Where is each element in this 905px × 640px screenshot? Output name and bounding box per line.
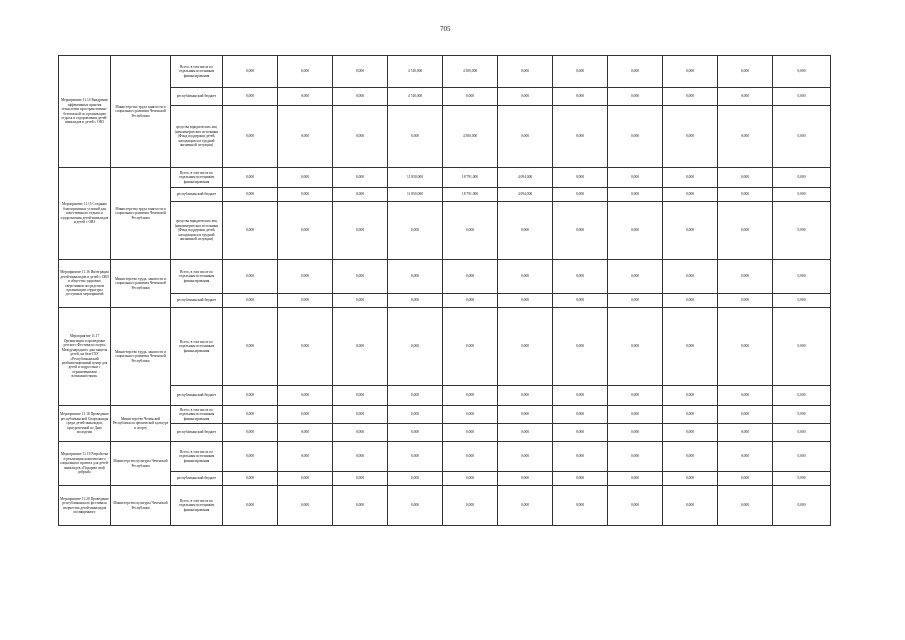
amount-cell: 0,000 xyxy=(443,386,498,406)
table-row xyxy=(59,188,831,202)
amount-cell: 0,000 xyxy=(443,424,498,442)
table-row xyxy=(59,424,831,442)
amount-cell: 0,000 xyxy=(223,88,278,106)
amount-cell: 0,000 xyxy=(223,56,278,88)
amount-cell: 0,000 xyxy=(333,188,388,202)
amount-cell: 0,000 xyxy=(278,88,333,106)
amount-cell: 0,000 xyxy=(718,386,773,406)
amount-cell: 0,000 xyxy=(608,88,663,106)
amount-cell: 0,000 xyxy=(223,486,278,526)
amount-cell: 0,000 xyxy=(608,442,663,472)
amount-cell: 0,000 xyxy=(333,472,388,486)
funding-source-cell: республиканский бюджет xyxy=(171,188,223,202)
amount-cell: 0,000 xyxy=(278,188,333,202)
amount-cell: 0,000 xyxy=(333,168,388,188)
amount-cell: 0,000 xyxy=(663,88,718,106)
amount-cell: 0,000 xyxy=(498,424,553,442)
amount-cell: 0,000 xyxy=(333,56,388,88)
amount-cell: 0,000 xyxy=(498,106,553,168)
amount-cell: 0,000 xyxy=(498,442,553,472)
funding-source-cell: республиканский бюджет xyxy=(171,294,223,308)
amount-cell: 0,000 xyxy=(443,472,498,486)
funding-source-cell: республиканский бюджет xyxy=(171,386,223,406)
executor-cell: Министерство культуры Чеченской Республики xyxy=(111,486,171,526)
amount-cell: 0,000 xyxy=(388,472,443,486)
amount-cell: 0,000 xyxy=(773,442,831,472)
amount-cell: 0,000 xyxy=(773,88,831,106)
funding-source-cell: средства юридических лиц (некоммерческих источники (Фонд поддержки детей, находящихся в трудной жизненной ситуации) xyxy=(171,106,223,168)
amount-cell: 0,000 xyxy=(443,486,498,526)
amount-cell: 0,000 xyxy=(553,486,608,526)
amount-cell: 0,000 xyxy=(663,406,718,424)
amount-cell: 4 740,000 xyxy=(388,88,443,106)
amount-cell: 0,000 xyxy=(388,486,443,526)
amount-cell: 0,000 xyxy=(663,424,718,442)
amount-cell: 0,000 xyxy=(663,56,718,88)
amount-cell: 0,000 xyxy=(498,386,553,406)
amount-cell: 0,000 xyxy=(278,424,333,442)
executor-cell: Министерство культуры Чеченской Республики xyxy=(111,442,171,486)
amount-cell: 0,000 xyxy=(278,294,333,308)
amount-cell: 0,000 xyxy=(608,472,663,486)
amount-cell: 0,000 xyxy=(773,386,831,406)
amount-cell: 0,000 xyxy=(553,168,608,188)
amount-cell: 0,000 xyxy=(553,56,608,88)
amount-cell: 0,000 xyxy=(278,168,333,188)
amount-cell: 0,000 xyxy=(608,294,663,308)
amount-cell: 0,000 xyxy=(608,106,663,168)
funding-source-cell: Всего, в том числе по отдельным источникам финансирования xyxy=(171,406,223,424)
amount-cell: 0,000 xyxy=(498,308,553,386)
amount-cell: 0,000 xyxy=(553,386,608,406)
amount-cell: 4 500,000 xyxy=(443,56,498,88)
amount-cell: 0,000 xyxy=(718,442,773,472)
amount-cell: 0,000 xyxy=(663,188,718,202)
funding-source-cell: Всего, в том числе по отдельным источникам финансирования xyxy=(171,486,223,526)
amount-cell: 0,000 xyxy=(608,188,663,202)
executor-cell: Министерство труда, занятости и социального развития Чеченской Республики xyxy=(111,260,171,308)
amount-cell: 0,000 xyxy=(773,260,831,294)
amount-cell: 0,000 xyxy=(498,294,553,308)
funding-source-cell: Всего, в том числе по отдельным источникам финансирования xyxy=(171,260,223,294)
page-number: 705 xyxy=(440,25,451,33)
amount-cell: 0,000 xyxy=(718,294,773,308)
amount-cell: 0,000 xyxy=(663,168,718,188)
amount-cell: 0,000 xyxy=(278,472,333,486)
amount-cell: 0,000 xyxy=(773,406,831,424)
amount-cell: 0,000 xyxy=(278,442,333,472)
amount-cell: 0,000 xyxy=(223,386,278,406)
amount-cell: 0,000 xyxy=(663,472,718,486)
amount-cell: 0,000 xyxy=(553,442,608,472)
amount-cell: 4 500,000 xyxy=(443,106,498,168)
amount-cell: 0,000 xyxy=(718,56,773,88)
amount-cell: 0,000 xyxy=(718,168,773,188)
amount-cell: 0,000 xyxy=(223,260,278,294)
amount-cell: 0,000 xyxy=(663,202,718,260)
amount-cell: 0,000 xyxy=(388,202,443,260)
funding-source-cell: республиканский бюджет xyxy=(171,472,223,486)
table-row xyxy=(59,308,831,386)
amount-cell: 0,000 xyxy=(773,486,831,526)
amount-cell: 0,000 xyxy=(388,442,443,472)
amount-cell: 0,000 xyxy=(718,202,773,260)
amount-cell: 0,000 xyxy=(663,294,718,308)
amount-cell: 0,000 xyxy=(388,260,443,294)
amount-cell: 0,000 xyxy=(333,294,388,308)
amount-cell: 0,000 xyxy=(608,308,663,386)
funding-source-cell: Всего, в том числе по отдельным источникам финансирования xyxy=(171,442,223,472)
funding-source-cell: Всего, в том числе по отдельным источникам финансирования xyxy=(171,56,223,88)
amount-cell: 0,000 xyxy=(333,308,388,386)
amount-cell: 0,000 xyxy=(443,88,498,106)
event-name-cell: Мероприятие 11.17 Организация и проведение детского Фестиваля спорта, Международного дня защиты детей, на базе ГБУ «Республиканский реабилитационный центр для детей и подростков с ограниченными возможностями» xyxy=(59,308,111,406)
amount-cell: 0,000 xyxy=(278,260,333,294)
amount-cell: 0,000 xyxy=(388,308,443,386)
amount-cell: 0,000 xyxy=(333,406,388,424)
event-name-cell: Мероприятие 11.14 Внедрение эффективных практик технологии пространственно-безопасной по организации отдыха и оздоровления детей-инвалидов и детей с ОВЗ xyxy=(59,56,111,168)
amount-cell: 0,000 xyxy=(223,472,278,486)
amount-cell: 0,000 xyxy=(223,442,278,472)
amount-cell: 0,000 xyxy=(223,308,278,386)
amount-cell: 0,000 xyxy=(333,260,388,294)
amount-cell: 4 094,000 xyxy=(498,168,553,188)
amount-cell: 0,000 xyxy=(278,406,333,424)
amount-cell: 11 850,000 xyxy=(388,188,443,202)
amount-cell: 0,000 xyxy=(333,88,388,106)
event-name-cell: Мероприятие 11.19 Разработка и реализация комплексного социального проекта для детей-инвалидов «Подарим свой добрый» xyxy=(59,442,111,486)
amount-cell: 0,000 xyxy=(223,202,278,260)
executor-cell: Министерство труда, занятости и социального развития Чеченской Республики xyxy=(111,308,171,406)
amount-cell: 11 850,000 xyxy=(388,168,443,188)
amount-cell: 0,000 xyxy=(773,308,831,386)
executor-cell: Министерство труда занятости и социального развития Чеченской Республики xyxy=(111,168,171,260)
amount-cell: 0,000 xyxy=(443,294,498,308)
amount-cell: 0,000 xyxy=(773,424,831,442)
amount-cell: 0,000 xyxy=(333,424,388,442)
event-name-cell: Мероприятие 11.15 Создание благоприятных условий для качественного отдыха и оздоровления детей-инвалидов и детей с ОВЗ xyxy=(59,168,111,260)
amount-cell: 0,000 xyxy=(718,106,773,168)
amount-cell: 0,000 xyxy=(223,424,278,442)
amount-cell: 0,000 xyxy=(663,308,718,386)
event-name-cell: Мероприятие 11.18 Проведение республиканской Спартакиады среди детей-инвалидов, приуроченной ко Дню молодежи xyxy=(59,406,111,442)
amount-cell: 0,000 xyxy=(333,386,388,406)
amount-cell: 0,000 xyxy=(773,168,831,188)
amount-cell: 0,000 xyxy=(443,202,498,260)
amount-cell: 0,000 xyxy=(773,472,831,486)
table-row xyxy=(59,202,831,260)
amount-cell: 0,000 xyxy=(773,188,831,202)
amount-cell: 0,000 xyxy=(498,486,553,526)
funding-source-cell: средства юридических лиц (некоммерческих источники (Фонд поддержки детей, находящихся в трудной жизненной ситуации) xyxy=(171,202,223,260)
amount-cell: 0,000 xyxy=(553,406,608,424)
amount-cell: 0,000 xyxy=(278,486,333,526)
amount-cell: 0,000 xyxy=(663,486,718,526)
amount-cell: 0,000 xyxy=(388,406,443,424)
table-row xyxy=(59,442,831,472)
amount-cell: 0,000 xyxy=(443,406,498,424)
amount-cell: 0,000 xyxy=(223,168,278,188)
amount-cell: 0,000 xyxy=(333,106,388,168)
amount-cell: 0,000 xyxy=(443,260,498,294)
amount-cell: 0,000 xyxy=(278,56,333,88)
amount-cell: 4 740,000 xyxy=(388,56,443,88)
amount-cell: 0,000 xyxy=(223,294,278,308)
amount-cell: 0,000 xyxy=(608,202,663,260)
amount-cell: 0,000 xyxy=(498,88,553,106)
amount-cell: 0,000 xyxy=(608,386,663,406)
amount-cell: 0,000 xyxy=(718,308,773,386)
table-row xyxy=(59,56,831,88)
amount-cell: 0,000 xyxy=(553,260,608,294)
amount-cell: 0,000 xyxy=(553,88,608,106)
amount-cell: 0,000 xyxy=(663,260,718,294)
amount-cell: 0,000 xyxy=(553,202,608,260)
amount-cell: 0,000 xyxy=(718,260,773,294)
amount-cell: 0,000 xyxy=(278,202,333,260)
amount-cell: 0,000 xyxy=(223,188,278,202)
amount-cell: 0,000 xyxy=(278,106,333,168)
amount-cell: 0,000 xyxy=(498,56,553,88)
amount-cell: 0,000 xyxy=(388,386,443,406)
table-row xyxy=(59,106,831,168)
amount-cell: 0,000 xyxy=(553,472,608,486)
executor-cell: Министерство Чеченской Республики по физической культуре и спорту xyxy=(111,406,171,442)
amount-cell: 0,000 xyxy=(773,294,831,308)
amount-cell: 0,000 xyxy=(608,56,663,88)
amount-cell: 0,000 xyxy=(553,188,608,202)
amount-cell: 18 791,000 xyxy=(443,188,498,202)
table-row xyxy=(59,260,831,294)
amount-cell: 4 094,000 xyxy=(498,188,553,202)
amount-cell: 0,000 xyxy=(223,106,278,168)
table-row xyxy=(59,88,831,106)
amount-cell: 0,000 xyxy=(608,424,663,442)
amount-cell: 0,000 xyxy=(498,472,553,486)
amount-cell: 0,000 xyxy=(553,308,608,386)
amount-cell: 0,000 xyxy=(333,486,388,526)
amount-cell: 0,000 xyxy=(663,386,718,406)
amount-cell: 0,000 xyxy=(773,202,831,260)
amount-cell: 0,000 xyxy=(718,88,773,106)
table-row xyxy=(59,168,831,188)
table-row xyxy=(59,386,831,406)
table-row xyxy=(59,406,831,424)
amount-cell: 0,000 xyxy=(718,472,773,486)
amount-cell: 0,000 xyxy=(718,424,773,442)
amount-cell: 0,000 xyxy=(553,294,608,308)
table-row xyxy=(59,486,831,526)
amount-cell: 0,000 xyxy=(443,442,498,472)
amount-cell: 0,000 xyxy=(388,424,443,442)
amount-cell: 0,000 xyxy=(718,486,773,526)
amount-cell: 0,000 xyxy=(223,406,278,424)
amount-cell: 0,000 xyxy=(663,442,718,472)
amount-cell: 0,000 xyxy=(498,260,553,294)
amount-cell: 0,000 xyxy=(608,406,663,424)
amount-cell: 0,000 xyxy=(718,188,773,202)
amount-cell: 0,000 xyxy=(388,294,443,308)
amount-cell: 0,000 xyxy=(553,106,608,168)
amount-cell: 0,000 xyxy=(773,106,831,168)
amount-cell: 18 791,000 xyxy=(443,168,498,188)
amount-cell: 0,000 xyxy=(773,56,831,88)
funding-source-cell: республиканский бюджет xyxy=(171,88,223,106)
funding-source-cell: республиканский бюджет xyxy=(171,424,223,442)
amount-cell: 0,000 xyxy=(553,424,608,442)
amount-cell: 0,000 xyxy=(333,202,388,260)
table-row xyxy=(59,294,831,308)
executor-cell: Министерство труда занятости и социального развития Чеченской Республики xyxy=(111,56,171,168)
financing-table xyxy=(58,55,831,526)
amount-cell: 0,000 xyxy=(608,168,663,188)
amount-cell: 0,000 xyxy=(608,260,663,294)
funding-source-cell: Всего, в том числе по отдельным источникам финансирования xyxy=(171,308,223,386)
amount-cell: 0,000 xyxy=(333,442,388,472)
amount-cell: 0,000 xyxy=(608,486,663,526)
amount-cell: 0,000 xyxy=(278,386,333,406)
funding-source-cell: Всего, в том числе по отдельным источникам финансирования xyxy=(171,168,223,188)
event-name-cell: Мероприятие 11.16 Интеграция детей-инвалидов и детей с ОВЗ в общество здоровых сверстников посредством организации структуры доступных мероприятий xyxy=(59,260,111,308)
amount-cell: 0,000 xyxy=(443,308,498,386)
amount-cell: 0,000 xyxy=(718,406,773,424)
table-row xyxy=(59,472,831,486)
amount-cell: 0,000 xyxy=(663,106,718,168)
event-name-cell: Мероприятие 11.20 Проведение республиканского фестиваля творчества детей-инвалидов посвященного xyxy=(59,486,111,526)
amount-cell: 0,000 xyxy=(498,406,553,424)
amount-cell: 0,000 xyxy=(498,202,553,260)
amount-cell: 0,000 xyxy=(278,308,333,386)
amount-cell: 0,000 xyxy=(388,106,443,168)
